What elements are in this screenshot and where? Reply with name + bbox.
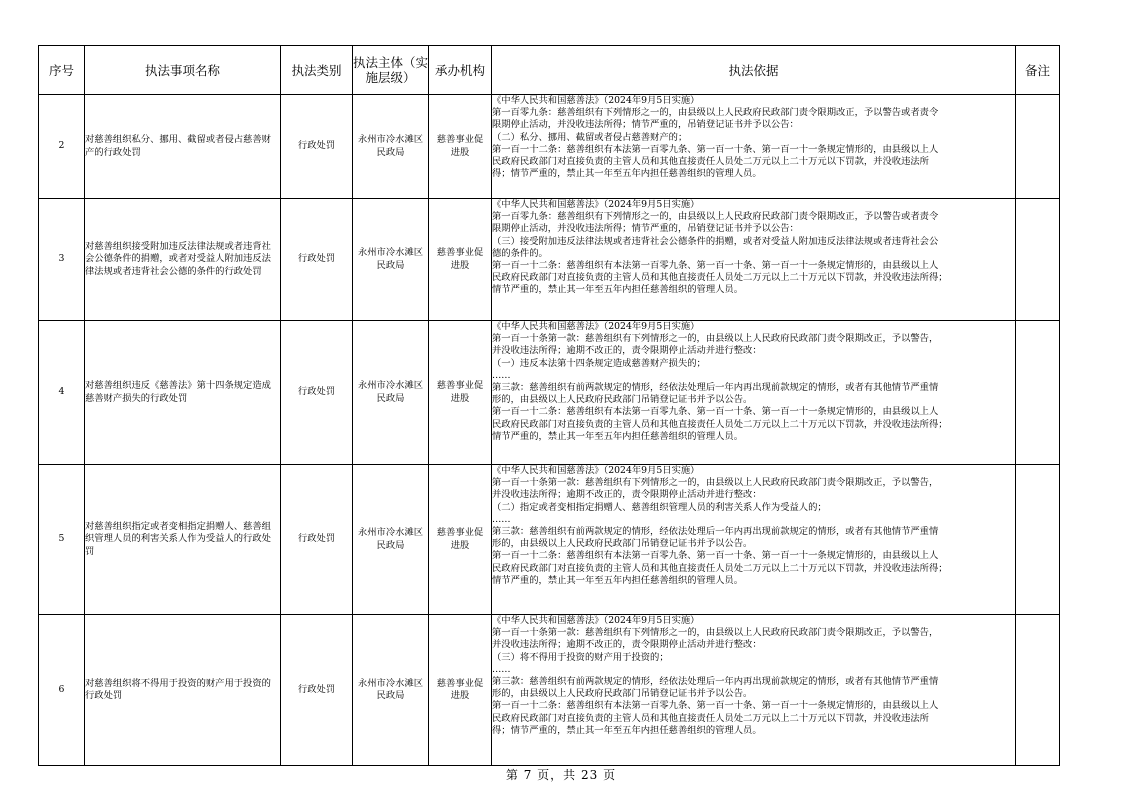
basis-line: 《中华人民共和国慈善法》（2024年9月5日实施）: [492, 321, 700, 332]
basis-line: 第三款：慈善组织有前两款规定的情形，经依法处理后一年内再出现前款规定的情形，或者有其他情节严重情: [492, 526, 939, 538]
row-remark: [1016, 199, 1060, 321]
table-row: [39, 95, 1060, 199]
table-row: [39, 199, 1060, 321]
row-remark: [1016, 615, 1060, 766]
row-name: 对慈善组织指定或者变相指定捐赠人、慈善组织管理人员的利害关系人作为受益人的行政处罚: [85, 465, 281, 615]
row-subject: 永州市冷水滩区民政局: [353, 465, 429, 615]
enforcement-table: [38, 45, 1060, 766]
row-basis: [492, 465, 1016, 615]
basis-line: 《中华人民共和国慈善法》（2024年9月5日实施）: [492, 199, 700, 210]
basis-line: 民政府民政部门对直接负责的主管人员和其他直接责任人员处二万元以上二十万元以下罚款，并没收违法所得；: [492, 418, 948, 430]
basis-line: 并没收违法所得；逾期不改正的，责令限期停止活动并进行整改：: [492, 345, 762, 357]
row-seq: 3: [39, 199, 85, 321]
basis-line: 第一百零九条：慈善组织有下列情形之一的，由县级以上人民政府民政部门责令限期改正，予以警告或者责令: [492, 211, 939, 223]
row-category: 行政处罚: [281, 321, 353, 465]
basis-line: 第一百一十条第一款：慈善组织有下列情形之一的，由县级以上人民政府民政部门责令限期改正，予以警告，: [492, 477, 939, 489]
basis-line: （三）将不得用于投资的财产用于投资的；: [492, 651, 669, 663]
basis-line: 限期停止活动，并没收违法所得；情节严重的，吊销登记证书并予以公告：: [492, 119, 799, 131]
header-category: 执法类别: [281, 46, 353, 95]
basis-line: 《中华人民共和国慈善法》（2024年9月5日实施）: [492, 465, 700, 476]
header-basis: 执法依据: [492, 46, 1016, 95]
basis-line: 得；情节严重的，禁止其一年至五年内担任慈善组织的管理人员。: [492, 168, 762, 180]
row-basis: [492, 95, 1016, 199]
table-body: [39, 95, 1060, 766]
basis-line: 第一百零九条：慈善组织有下列情形之一的，由县级以上人民政府民政部门责令限期改正，予以警告或者责令: [492, 107, 939, 119]
basis-line: 形的，由县级以上人民政府民政部门吊销登记证书并予以公告。: [492, 538, 753, 550]
basis-line: 第一百一十二条：慈善组织有本法第一百零九条、第一百一十条、第一百一十一条规定情形的，由县级以上人: [492, 550, 939, 562]
header-remark: 备注: [1016, 46, 1060, 95]
row-basis: [492, 321, 1016, 465]
row-subject: 永州市冷水滩区民政局: [353, 615, 429, 766]
table-row: [39, 615, 1060, 766]
row-category: 行政处罚: [281, 615, 353, 766]
row-name: 对慈善组织私分、挪用、截留或者侵占慈善财产的行政处罚: [85, 95, 281, 199]
table-row: [39, 321, 1060, 465]
basis-line: 第一百一十二条：慈善组织有本法第一百零九条、第一百一十条、第一百一十一条规定情形的，由县级以上人: [492, 260, 939, 272]
basis-line: 形的，由县级以上人民政府民政部门吊销登记证书并予以公告。: [492, 394, 753, 406]
basis-line: 民政府民政部门对直接负责的主管人员和其他直接责任人员处二万元以上二十万元以下罚款，并没收违法所: [492, 712, 929, 724]
header-name: 执法事项名称: [85, 46, 281, 95]
row-seq: 5: [39, 465, 85, 615]
basis-line: 第三款：慈善组织有前两款规定的情形，经依法处理后一年内再出现前款规定的情形，或者有其他情节严重情: [492, 382, 939, 394]
basis-line: 第一百一十二条：慈善组织有本法第一百零九条、第一百一十条、第一百一十一条规定情形的，由县级以上人: [492, 143, 939, 155]
row-agency: 慈善事业促进股: [429, 615, 492, 766]
header-subject: 执法主体（实施层级）: [353, 46, 429, 95]
basis-line: 民政府民政部门对直接负责的主管人员和其他直接责任人员处二万元以上二十万元以下罚款，并没收违法所得；: [492, 562, 948, 574]
row-subject: 永州市冷水滩区民政局: [353, 321, 429, 465]
basis-line: （二）私分、挪用、截留或者侵占慈善财产的；: [492, 131, 688, 143]
row-remark: [1016, 321, 1060, 465]
basis-line: 情节严重的，禁止其一年至五年内担任慈善组织的管理人员。: [492, 574, 744, 586]
basis-line: 情节严重的，禁止其一年至五年内担任慈善组织的管理人员。: [492, 430, 744, 442]
page-footer: 第 7 页，共 23 页: [505, 768, 617, 782]
basis-line: 情节严重的，禁止其一年至五年内担任慈善组织的管理人员。: [492, 284, 744, 296]
basis-line: 第一百一十条第一款：慈善组织有下列情形之一的，由县级以上人民政府民政部门责令限期改正，予以警告，: [492, 333, 939, 345]
header-seq: 序号: [39, 46, 85, 95]
row-agency: 慈善事业促进股: [429, 465, 492, 615]
row-basis: [492, 199, 1016, 321]
table-row: [39, 465, 1060, 615]
row-category: 行政处罚: [281, 465, 353, 615]
row-agency: 慈善事业促进股: [429, 95, 492, 199]
basis-line: 民政府民政部门对直接负责的主管人员和其他直接责任人员处二万元以上二十万元以下罚款，并没收违法所得；: [492, 272, 948, 284]
basis-line: ……: [492, 513, 511, 525]
basis-line: 第一百一十二条：慈善组织有本法第一百零九条、第一百一十条、第一百一十一条规定情形的，由县级以上人: [492, 406, 939, 418]
table-header-row: [39, 46, 1060, 95]
row-agency: 慈善事业促进股: [429, 199, 492, 321]
row-basis: [492, 615, 1016, 766]
row-seq: 2: [39, 95, 85, 199]
basis-line: 形的，由县级以上人民政府民政部门吊销登记证书并予以公告。: [492, 688, 753, 700]
row-agency: 慈善事业促进股: [429, 321, 492, 465]
basis-line: 第一百一十二条：慈善组织有本法第一百零九条、第一百一十条、第一百一十一条规定情形的，由县级以上人: [492, 700, 939, 712]
row-remark: [1016, 465, 1060, 615]
row-category: 行政处罚: [281, 199, 353, 321]
basis-line: 第一百一十条第一款：慈善组织有下列情形之一的，由县级以上人民政府民政部门责令限期改正，予以警告，: [492, 627, 939, 639]
basis-line: 《中华人民共和国慈善法》（2024年9月5日实施）: [492, 95, 700, 106]
basis-line: 第三款：慈善组织有前两款规定的情形，经依法处理后一年内再出现前款规定的情形，或者有其他情节严重情: [492, 676, 939, 688]
basis-line: 并没收违法所得；逾期不改正的，责令限期停止活动并进行整改：: [492, 639, 762, 651]
basis-line: 德的条件的。: [492, 247, 548, 259]
row-name: 对慈善组织违反《慈善法》第十四条规定造成慈善财产损失的行政处罚: [85, 321, 281, 465]
row-name: 对慈善组织将不得用于投资的财产用于投资的行政处罚: [85, 615, 281, 766]
header-agency: 承办机构: [429, 46, 492, 95]
basis-line: ……: [492, 663, 511, 675]
basis-line: （二）指定或者变相指定捐赠人、慈善组织管理人员的利害关系人作为受益人的；: [492, 501, 827, 513]
row-subject: 永州市冷水滩区民政局: [353, 199, 429, 321]
basis-line: （三）接受附加违反法律法规或者违背社会公德条件的捐赠，或者对受益人附加违反法律法规或者违背社会公: [492, 235, 939, 247]
basis-line: 限期停止活动，并没收违法所得；情节严重的，吊销登记证书并予以公告：: [492, 223, 799, 235]
basis-line: （一）违反本法第十四条规定造成慈善财产损失的；: [492, 357, 706, 369]
basis-line: ……: [492, 369, 511, 381]
basis-line: 《中华人民共和国慈善法》（2024年9月5日实施）: [492, 615, 700, 626]
row-name: 对慈善组织接受附加违反法律法规或者违背社会公德条件的捐赠，或者对受益人附加违反法律法规或者违背社会公德的条件的行政处罚: [85, 199, 281, 321]
basis-line: 并没收违法所得；逾期不改正的，责令限期停止活动并进行整改：: [492, 489, 762, 501]
row-seq: 4: [39, 321, 85, 465]
basis-line: 民政府民政部门对直接负责的主管人员和其他直接责任人员处二万元以上二十万元以下罚款，并没收违法所: [492, 156, 929, 168]
basis-line: 得；情节严重的，禁止其一年至五年内担任慈善组织的管理人员。: [492, 724, 762, 736]
row-subject: 永州市冷水滩区民政局: [353, 95, 429, 199]
row-category: 行政处罚: [281, 95, 353, 199]
row-seq: 6: [39, 615, 85, 766]
row-remark: [1016, 95, 1060, 199]
